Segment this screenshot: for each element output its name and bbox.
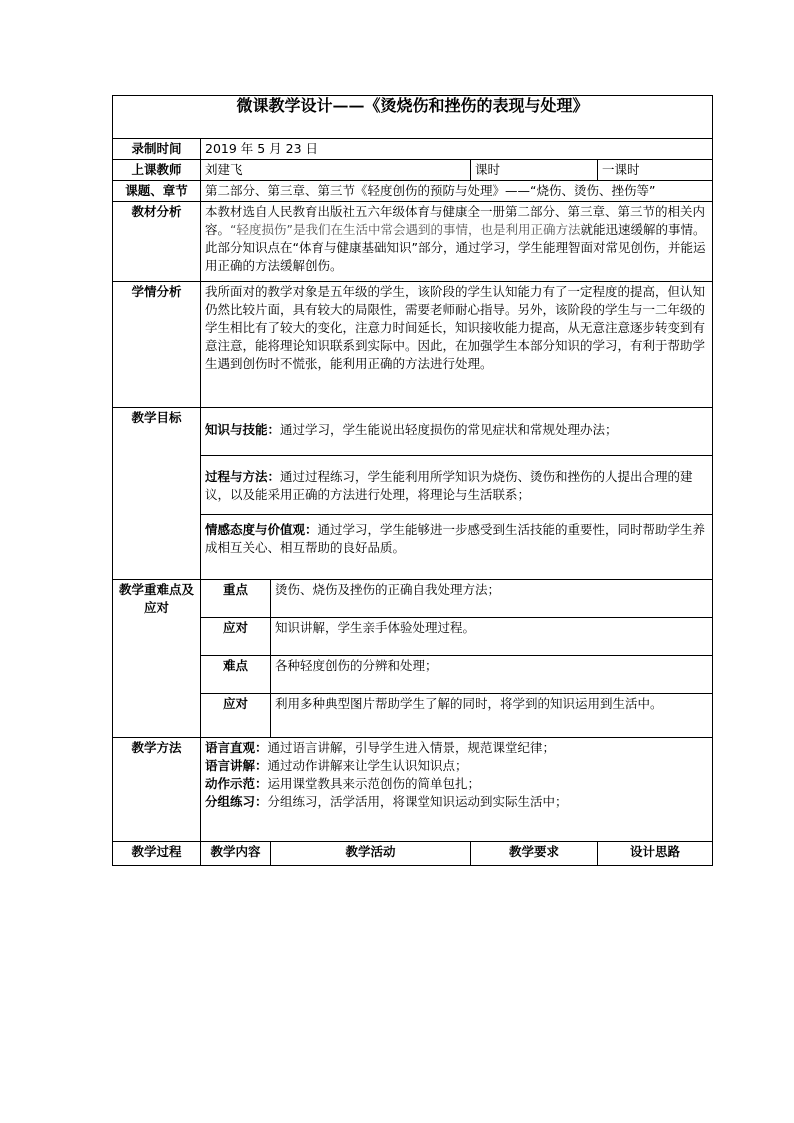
title-row bbox=[113, 96, 713, 139]
keypoint-text: 各种轻度创伤的分辨和处理； bbox=[271, 656, 713, 694]
keypoint-label: 应对 bbox=[201, 694, 271, 738]
process-header-row bbox=[113, 842, 713, 866]
method-item bbox=[205, 775, 708, 793]
method-text: 分组练习，活学活用，将课堂知识运动到实际生活中； bbox=[267, 794, 568, 809]
record-value: 2019 年 5 月 23 日 bbox=[201, 139, 713, 160]
keypoint-text: 烫伤、烧伤及挫伤的正确自我处理方法； bbox=[271, 580, 713, 618]
goal-emotion bbox=[201, 515, 712, 563]
goals-row bbox=[113, 408, 713, 580]
goal-knowledge-tag: 知识与技能： bbox=[205, 422, 281, 437]
methods-label: 教学方法 bbox=[113, 738, 201, 842]
method-item bbox=[205, 739, 708, 757]
process-header: 教学过程 bbox=[113, 842, 201, 866]
method-item bbox=[205, 757, 708, 775]
goals-value bbox=[201, 408, 713, 580]
keypoints-label: 教学重难点及应对 bbox=[113, 580, 201, 738]
material-value bbox=[201, 202, 713, 282]
document-title: 微课教学设计——《烫烧伤和挫伤的表现与处理》 bbox=[113, 96, 713, 139]
requirement-header: 教学要求 bbox=[471, 842, 598, 866]
students-value: 我所面对的教学对象是五年级的学生，该阶段的学生认知能力有了一定程度的提高，但认知仍然比较片面，具有较大的局限性，需要老师耐心指导。另外，该阶段的学生与一二年级的学生相比有了较大的变化，注意力时间延长，知识接收能力提高，从无意注意逐步转变到有意注意，能将理论知识联系到实际中。因此，在加强学生本部分知识的学习，有利于帮助学生遇到创伤时不慌张，能利用正确的方法进行处理。 bbox=[201, 282, 713, 408]
method-tag: 分组练习： bbox=[205, 794, 268, 809]
method-tag: 语言直观： bbox=[205, 740, 268, 755]
goals-label: 教学目标 bbox=[113, 408, 201, 580]
activity-header: 教学活动 bbox=[271, 842, 471, 866]
keypoint-label: 应对 bbox=[201, 618, 271, 656]
method-tag: 语言讲解： bbox=[205, 758, 268, 773]
students-row bbox=[113, 282, 713, 408]
teacher-name: 刘建飞 bbox=[201, 160, 471, 181]
students-label: 学情分析 bbox=[113, 282, 201, 408]
methods-value bbox=[201, 738, 713, 842]
goal-process-tag: 过程与方法： bbox=[205, 469, 281, 484]
goal-knowledge bbox=[201, 409, 712, 456]
keypoint-row bbox=[113, 656, 713, 694]
record-row bbox=[113, 139, 713, 160]
topic-value: 第二部分、第三章、第三节《轻度创伤的预防与处理》——“烧伤、烫伤、挫伤等” bbox=[201, 181, 713, 202]
material-row bbox=[113, 202, 713, 282]
keypoint-text: 利用多种典型图片帮助学生了解的同时，将学到的知识运用到生活中。 bbox=[271, 694, 713, 738]
goal-emotion-tag: 情感态度与价值观： bbox=[205, 522, 318, 537]
content-header: 教学内容 bbox=[201, 842, 271, 866]
material-label: 教材分析 bbox=[113, 202, 201, 282]
idea-header: 设计思路 bbox=[598, 842, 713, 866]
topic-row bbox=[113, 181, 713, 202]
goal-process-text: 通过过程练习，学生能利用所学知识为烧伤、烫伤和挫伤的人提出合理的建议，以及能采用正确的方法进行处理，将理论与生活联系； bbox=[205, 469, 693, 502]
lesson-plan-table bbox=[112, 95, 713, 866]
methods-row bbox=[113, 738, 713, 842]
hours-label: 课时 bbox=[471, 160, 598, 181]
teacher-row bbox=[113, 160, 713, 181]
goal-knowledge-text: 通过学习，学生能说出轻度损伤的常见症状和常规处理办法； bbox=[280, 422, 618, 437]
record-label: 录制时间 bbox=[113, 139, 201, 160]
method-text: 通过动作讲解来让学生认识知识点； bbox=[267, 758, 468, 773]
material-quote: “轻度损伤”是我们在生活中常会遇到的事情，也是利用正确方法 bbox=[230, 222, 581, 237]
method-item bbox=[205, 793, 708, 811]
method-tag: 动作示范： bbox=[205, 776, 268, 791]
goal-process bbox=[201, 456, 712, 515]
method-text: 通过语言讲解，引导学生进入情景，规范课堂纪律； bbox=[267, 740, 556, 755]
keypoint-label: 重点 bbox=[201, 580, 271, 618]
keypoint-text: 知识讲解，学生亲手体验处理过程。 bbox=[271, 618, 713, 656]
method-text: 运用课堂教具来示范创伤的简单包扎； bbox=[267, 776, 481, 791]
keypoint-row bbox=[113, 580, 713, 618]
topic-label: 课题、章节 bbox=[113, 181, 201, 202]
keypoint-row bbox=[113, 694, 713, 738]
goal-emotion-text: 通过学习，学生能够进一步感受到生活技能的重要性，同时帮助学生养成相互关心、相互帮助的良好品质。 bbox=[205, 522, 706, 555]
keypoint-label: 难点 bbox=[201, 656, 271, 694]
keypoint-row bbox=[113, 618, 713, 656]
hours-value: 一课时 bbox=[598, 160, 713, 181]
teacher-label: 上课教师 bbox=[113, 160, 201, 181]
material-text-part1: 本教材选自人民教育出版社五六年级体育与健康全一册第二部分、第三章、第三节的相关内容。 bbox=[205, 204, 706, 237]
material-text-part2: 就能迅速缓解的事情。此部分知识点在“体育与健康基础知识”部分，通过学习，学生能理智面对常见创伤，并能运用正确的方法缓解创伤。 bbox=[205, 222, 706, 273]
